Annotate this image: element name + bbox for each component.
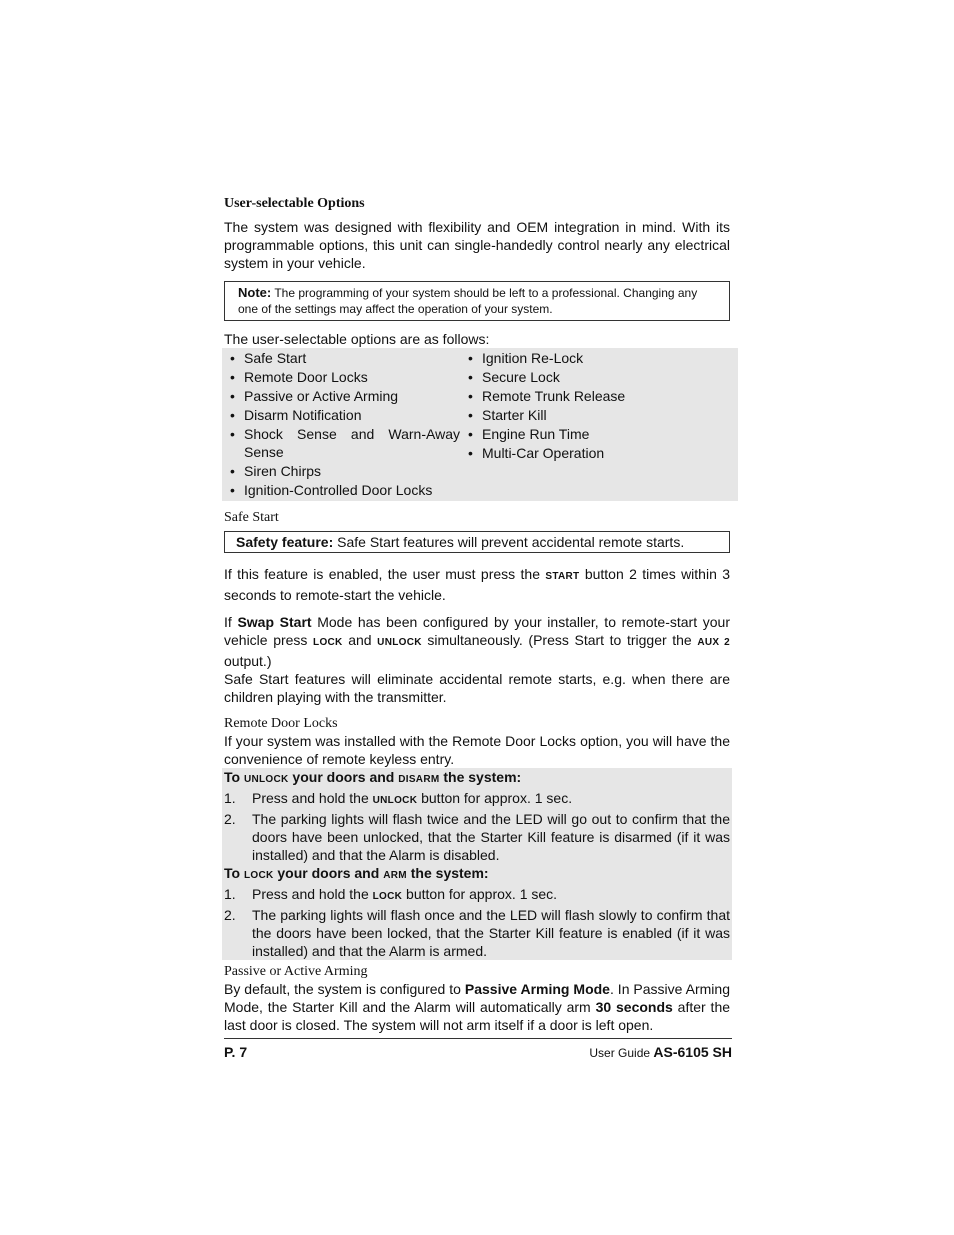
option-item: • Ignition Re-Lock [460, 349, 736, 367]
option-item: • Secure Lock [460, 368, 736, 386]
unlock-heading: To UNLOCK your doors and DISARM the system: [224, 769, 522, 785]
option-item: • Siren Chirps [222, 462, 460, 480]
options-list [222, 348, 738, 501]
option-item: • Safe Start [222, 349, 460, 367]
safe-start-paragraph-1: If this feature is enabled, the user must press the START button 2 times within 3 seconds to remote-start the vehicle. [224, 566, 731, 603]
step-item: 1. Press and hold the UNLOCK button for approx. 1 sec. [224, 790, 573, 806]
options-intro: The user-selectable options are as follows: [224, 331, 490, 347]
page-footer [224, 1038, 732, 1060]
lock-key: LOCK [313, 637, 343, 648]
step-item: 2. The parking lights will flash twice and the LED will go out to confirm that the doors have been unlocked, that the Starter Kill feature is disarmed (if it was installed) and that the Alarm is disabled. [224, 811, 730, 863]
intro-paragraph: The system was designed with flexibility and OEM integration in mind. With its programmable options, this unit can single-handedly control nearly any electrical system in your vehicle. [224, 219, 730, 271]
options-column-1 [222, 349, 460, 500]
option-item: • Starter Kill [460, 406, 736, 424]
lock-steps [224, 885, 730, 960]
option-item: • Passive or Active Arming [222, 387, 460, 405]
unlock-key: UNLOCK [377, 637, 422, 648]
safe-start-paragraph-2: If Swap Start Mode has been configured by your installer, to remote-start your vehicle press LOCK and UNLOCK simultaneously. (Press Start to trigger the AUX 2 output.) [224, 614, 731, 669]
option-item: • Remote Trunk Release [460, 387, 736, 405]
note-label: Note: [238, 285, 272, 300]
option-item: • Remote Door Locks [222, 368, 460, 386]
option-item: • Shock Sense and Warn-Away Sense [222, 425, 460, 461]
unlock-steps [224, 789, 730, 864]
option-item: • Engine Run Time [460, 425, 736, 443]
safe-start-heading: Safe Start [224, 510, 279, 525]
safety-label: Safety feature: [236, 534, 334, 550]
door-locks-intro: If your system was installed with the Remote Door Locks option, you will have the convenience of remote keyless entry. [224, 733, 730, 767]
option-item: • Disarm Notification [222, 406, 460, 424]
option-item: • Ignition-Controlled Door Locks [222, 481, 460, 499]
options-column-2 [460, 349, 736, 500]
note-text: The programming of your system should be left to a professional. Changing any one of the settings may affect the operation of your system. [238, 286, 698, 316]
safety-text: Safe Start features will prevent accidental remote starts. [333, 534, 685, 550]
door-locks-heading: Remote Door Locks [224, 716, 338, 731]
aux2-key: AUX 2 [697, 637, 731, 648]
section-title: User-selectable Options [224, 196, 365, 211]
safety-feature-box [224, 531, 730, 553]
arming-heading: Passive or Active Arming [224, 964, 368, 979]
door-locks-steps [222, 768, 732, 960]
safe-start-paragraph-3: Safe Start features will eliminate accidental remote starts, e.g. when there are children playing with the transmitter. [224, 671, 730, 705]
step-item: 2. The parking lights will flash once and the LED will flash slowly to confirm that the doors have been locked, that the Starter Kill feature is enabled (if it was installed) and that the Alarm is armed. [224, 907, 730, 959]
page-content [224, 196, 730, 1034]
step-item: 1. Press and hold the LOCK button for approx. 1 sec. [224, 886, 558, 902]
lock-heading: To LOCK your doors and ARM the system: [224, 865, 489, 881]
page-number: P. 7 [224, 1044, 248, 1060]
note-box [224, 281, 730, 321]
arming-paragraph: By default, the system is configured to Passive Arming Mode. In Passive Arming Mode, the Starter Kill and the Alarm will automatically arm 30 seconds after the last door is closed. The system will not arm itself if a door is left open. [224, 981, 731, 1033]
option-item: • Multi-Car Operation [460, 444, 736, 462]
start-key: START [545, 571, 580, 582]
footer-title: User Guide AS-6105 SH [589, 1044, 732, 1060]
